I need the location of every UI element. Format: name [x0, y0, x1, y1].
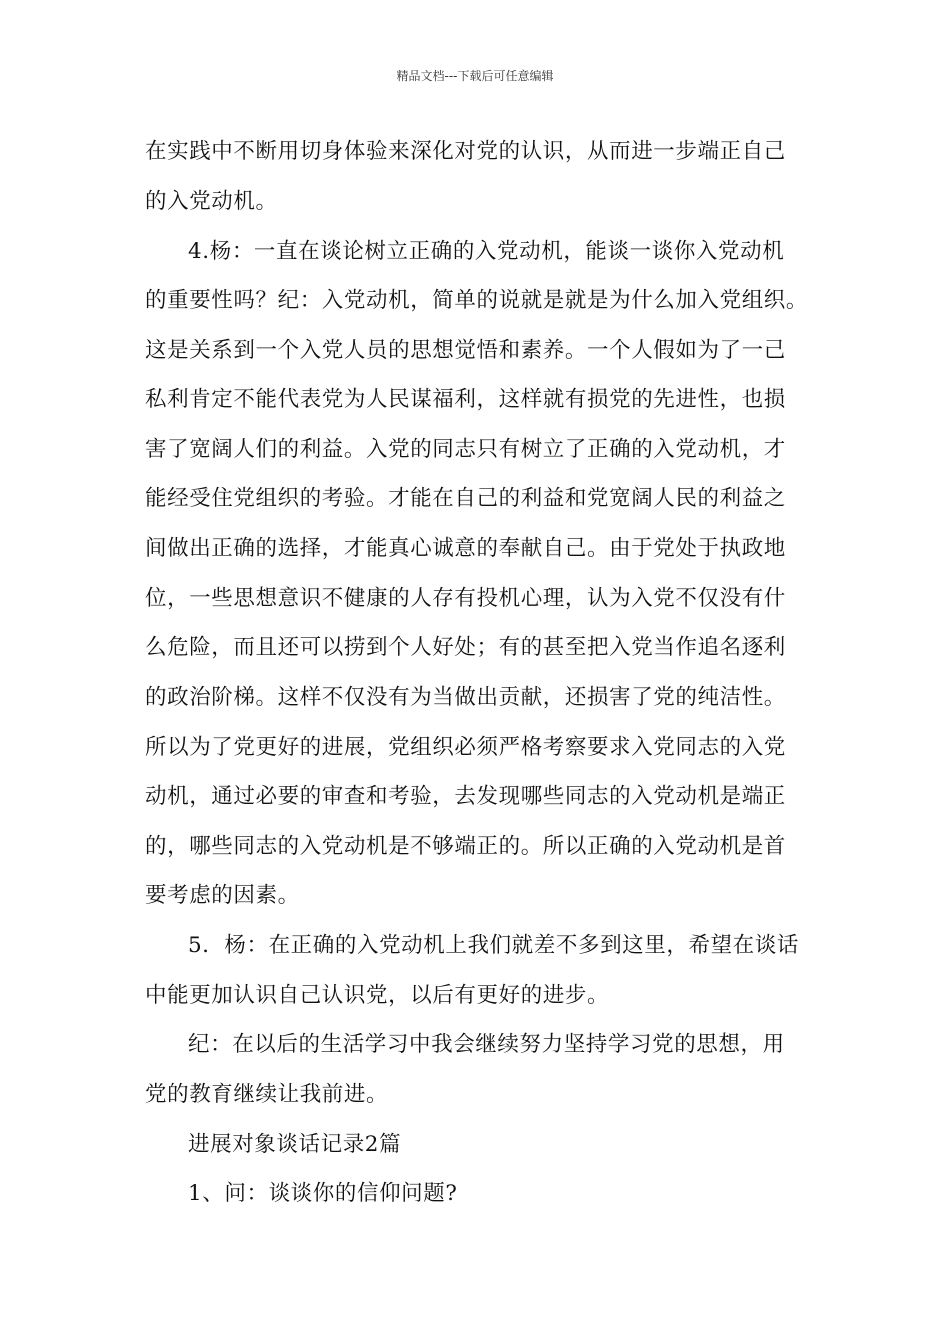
body-line: 私利肯定不能代表党为人民谋福利，这样就有损党的先进性，也损 [145, 387, 786, 412]
body-line: 在实践中不断用切身体验来深化对党的认识，从而进一步端正自己 [145, 139, 786, 164]
body-line: 么危险，而且还可以捞到个人好处；有的甚至把入党当作追名逐利 [145, 635, 786, 660]
body-line: 的政治阶梯。这样不仅没有为当做出贡献，还损害了党的纯洁性。 [145, 685, 786, 710]
body-line: 间做出正确的选择，才能真心诚意的奉献自己。由于党处于执政地 [145, 536, 786, 561]
body-line: 的入党动机。 [145, 189, 278, 214]
page-header: 精品文档---下载后可任意编辑 [396, 69, 554, 83]
body-line: 中能更加认识自己认识党，以后有更好的进步。 [145, 983, 610, 1008]
section-title: 进展对象谈话记录2篇 [188, 1132, 402, 1157]
body-line: 要考虑的因素。 [145, 883, 300, 908]
body-line: 这是关系到一个入党人员的思想觉悟和素养。一个人假如为了一己 [145, 338, 786, 363]
body-line: 所以为了党更好的进展，党组织必须严格考察要求入党同志的入党 [145, 735, 786, 760]
body-line: 党的教育继续让我前进。 [145, 1082, 389, 1107]
body-line: 的，哪些同志的入党动机是不够端正的。所以正确的入党动机是首 [145, 834, 786, 859]
body-line: 5．杨：在正确的入党动机上我们就差不多到这里，希望在谈话 [188, 933, 799, 958]
body-line: 位，一些思想意识不健康的人存有投机心理，认为入党不仅没有什 [145, 586, 786, 611]
body-line: 害了宽阔人们的利益。入党的同志只有树立了正确的入党动机，才 [145, 437, 786, 462]
question-line: 1、问：谈谈你的信仰问题? [188, 1181, 458, 1206]
body-line: 能经受住党组织的考验。才能在自己的利益和党宽阔人民的利益之 [145, 486, 786, 511]
body-line: 纪：在以后的生活学习中我会继续努力坚持学习党的思想，用 [188, 1032, 785, 1057]
body-line: 动机，通过必要的审查和考验，去发现哪些同志的入党动机是端正 [145, 784, 786, 809]
body-line: 4.杨：一直在谈论树立正确的入党动机，能谈一谈你入党动机 [188, 239, 785, 264]
body-line: 的重要性吗？纪：入党动机，简单的说就是就是为什么加入党组织。 [145, 288, 809, 313]
